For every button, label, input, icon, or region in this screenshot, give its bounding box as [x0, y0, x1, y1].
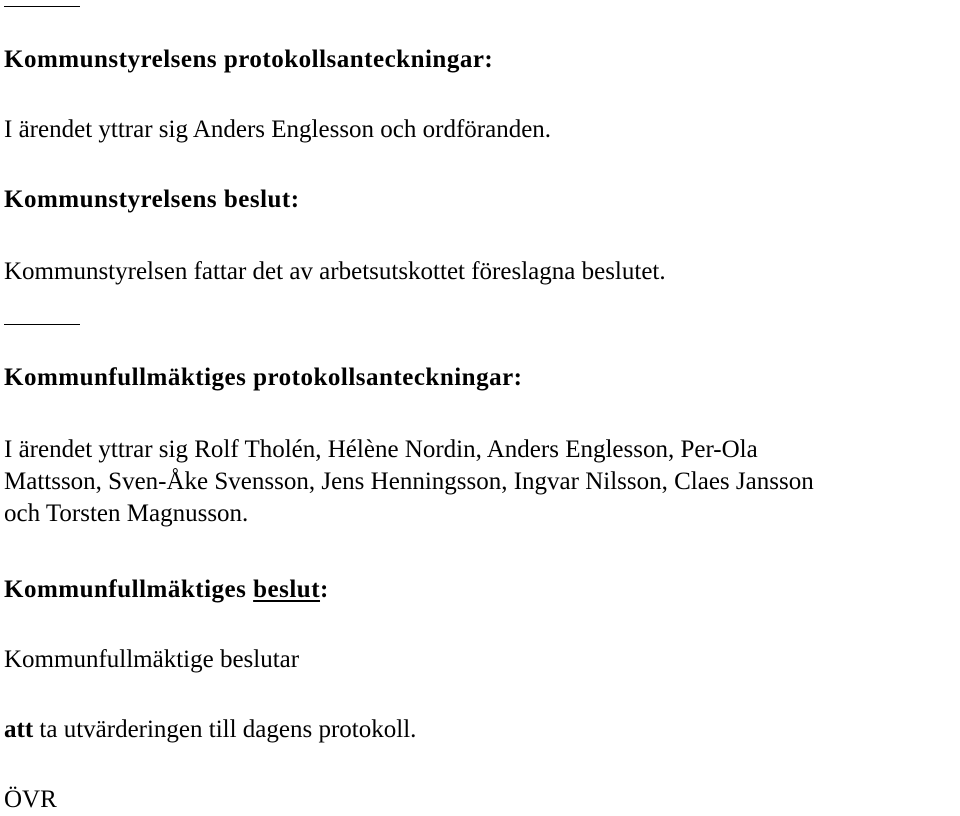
kf-decision-heading-underlined: beslut [253, 576, 321, 603]
kf-decision-clause [4, 714, 416, 746]
kf-decision-heading [4, 574, 329, 606]
ks-decision-text: Kommunstyrelsen fattar det av arbetsutskottet föreslagna beslutet. [4, 258, 666, 285]
kf-decision-intro: Kommunfullmäktige beslutar [4, 646, 300, 673]
kf-decision-clause-text: ta utvärderingen till dagens protokoll. [33, 716, 417, 743]
kf-protocol-note-line: Mattsson, Sven-Åke Svensson, Jens Henningsson, Ingvar Nilsson, Claes Jansson [4, 468, 814, 495]
ks-protocol-notes-heading: Kommunstyrelsens protokollsanteckningar: [4, 46, 494, 73]
kf-decision-heading-prefix: Kommunfullmäktiges [4, 576, 254, 603]
separator-rule-top [4, 6, 80, 7]
separator-rule-middle [4, 324, 80, 325]
kf-protocol-note-line: och Torsten Magnusson. [4, 500, 249, 527]
ovr-reference: ÖVR [4, 786, 57, 813]
kf-decision-heading-suffix: : [320, 576, 329, 603]
ks-protocol-note: I ärendet yttrar sig Anders Englesson och ordföranden. [4, 116, 552, 143]
kf-protocol-note [4, 434, 956, 530]
kf-protocol-notes-heading: Kommunfullmäktiges protokollsanteckningar: [4, 364, 523, 391]
kf-protocol-note-line: I ärendet yttrar sig Rolf Tholén, Hélène Nordin, Anders Englesson, Per-Ola [4, 436, 758, 463]
att-keyword: att [4, 716, 34, 743]
ks-decision-heading: Kommunstyrelsens beslut: [4, 186, 300, 213]
